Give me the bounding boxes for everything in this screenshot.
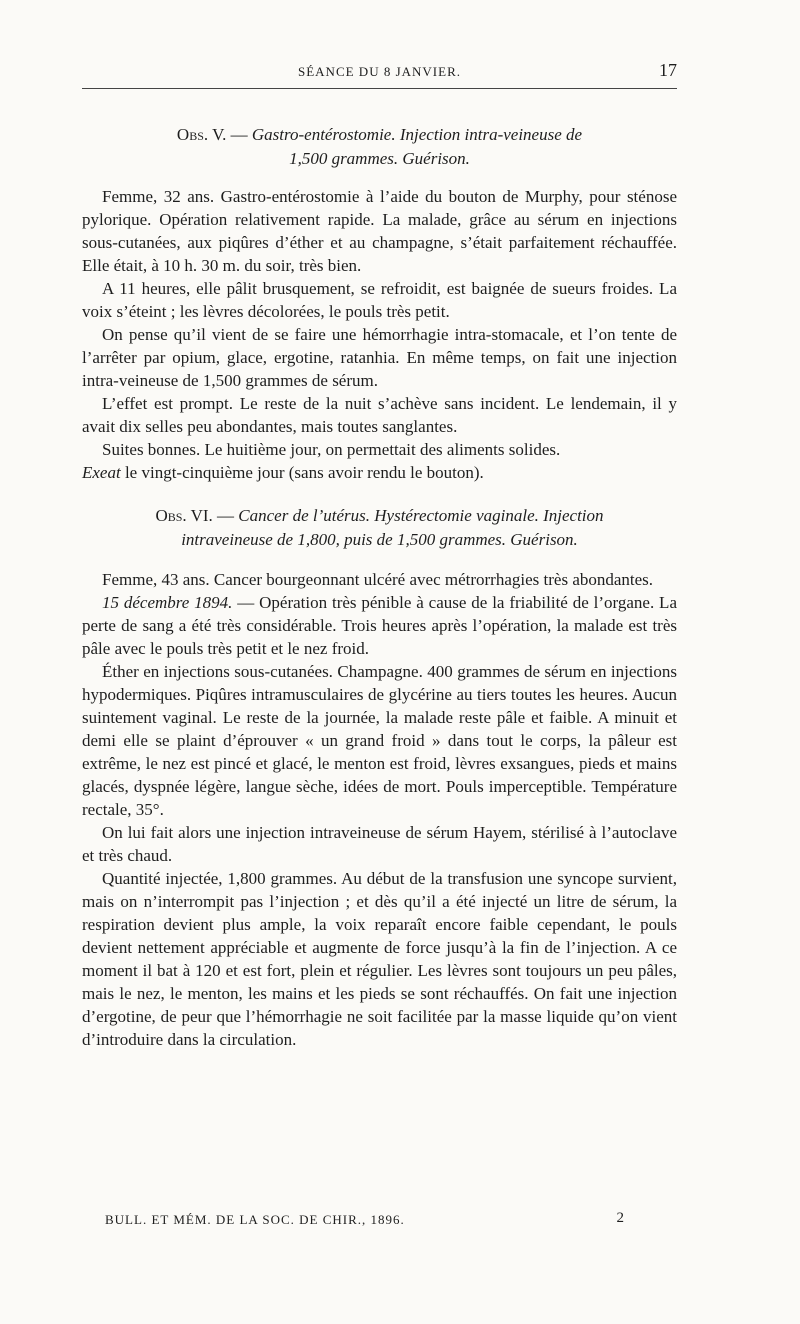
obs5-paragraph-6 xyxy=(82,461,677,484)
page-number: 17 xyxy=(659,60,677,80)
footer-text: BULL. ET MÉM. DE LA SOC. DE CHIR., 1896. xyxy=(105,1212,405,1227)
obs5-body xyxy=(82,185,677,484)
obs6-body xyxy=(82,568,677,1051)
obs6-title-line2: intraveineuse de 1,800, puis de 1,500 grammes. Guérison. xyxy=(181,530,578,549)
obs5-heading xyxy=(82,123,677,171)
obs6-paragraph-1: Femme, 43 ans. Cancer bourgeonnant ulcéré avec métrorrhagies très abondantes. xyxy=(102,570,654,589)
obs6-paragraph-3: Éther en injections sous-cutanées. Champagne. 400 grammes de sérum en injections hypodermiques. Piqûres intramusculaires de glycérine au tiers toutes les heures. Aucun suintement vaginal. Le reste de la journée, la malade reste pâle et faible. A minuit et demi elle se plaint d’éprouver « un grand froid » dans tout le corps, la pâleur est extrême, le nez est pincé et glacé, le menton est froid, lèvres exsangues, pieds et mains glacés, dyspnée légère, langue sèche, idées de mort. Pouls imperceptible. Température rectale, 35°. xyxy=(82,662,677,819)
header-title: SÉANCE DU 8 JANVIER. xyxy=(298,64,461,79)
obs5-title: Gastro-entérostomie. Injection intra-veineuse de xyxy=(251,125,583,144)
obs6-lead: Obs. VI. — xyxy=(155,506,235,525)
obs6-paragraph-5: Quantité injectée, 1,800 grammes. Au début de la transfusion une syncope survient, mais on n’interrompit pas l’injection ; et dès qu’il a été injecté un litre de sérum, la respiration devient plus ample, la voix reparaît encore faible cependant, le pouls devient nettement appréciable et augmente de force jusqu’à la fin de l’injection. A ce moment il bat à 120 et est fort, plein et régulier. Les lèvres sont toujours un peu pâles, mais le nez, le menton, les mains et les pieds se sont réchauffés. On fait une injection d’ergotine, de peur que l’hémorrhagie ne soit facilitée par la masse liquide qu’on vient d’introduire dans la circulation. xyxy=(82,869,677,1049)
obs5-paragraph-3: On pense qu’il vient de se faire une hémorrhagie intra-stomacale, et l’on tente de l’arrêter par opium, glace, ergotine, ratanhia. En même temps, on fait une injection intra-veineuse de 1,500 grammes de sérum. xyxy=(82,325,677,390)
page-footer xyxy=(105,1212,625,1228)
obs5-paragraph-4: L’effet est prompt. Le reste de la nuit s’achève sans incident. Le lendemain, il y avait dix selles peu abondantes, mais toutes sanglantes. xyxy=(82,394,677,436)
obs5-paragraph-2: A 11 heures, elle pâlit brusquement, se refroidit, est baignée de sueurs froides. La voix s’éteint ; les lèvres décolorées, le pouls très petit. xyxy=(82,279,677,321)
obs6-heading xyxy=(82,504,677,552)
obs6-paragraph-2-rest: — Opération très pénible à cause de la friabilité de l’organe. La perte de sang a été très considérable. Trois heures après l’opération, la malade est très pâle avec le pouls très petit et le nez froid. xyxy=(82,593,677,658)
signature-mark: 2 xyxy=(616,1210,625,1226)
obs6-paragraph-2 xyxy=(82,591,677,660)
obs5-paragraph-1: Femme, 32 ans. Gastro-entérostomie à l’aide du bouton de Murphy, pour sténose pylorique. Opération relativement rapide. La malade, grâce au sérum en injections sous-cutanées, aux piqûres d’éther et au champagne, s’était parfaitement réchauffée. Elle était, à 10 h. 30 m. du soir, très bien. xyxy=(82,187,677,275)
obs6-date: 15 décembre 1894. xyxy=(102,593,233,612)
page xyxy=(82,58,677,1051)
obs5-paragraph-5: Suites bonnes. Le huitième jour, on permettait des aliments solides. xyxy=(102,440,561,459)
obs5-lead: Obs. V. — xyxy=(176,125,248,144)
exeat-word: Exeat xyxy=(82,463,121,482)
obs6-paragraph-4: On lui fait alors une injection intraveineuse de sérum Hayem, stérilisé à l’autoclave et très chaud. xyxy=(82,823,677,865)
obs5-title-line2: 1,500 grammes. Guérison. xyxy=(289,149,470,168)
obs6-title: Cancer de l’utérus. Hystérectomie vaginale. Injection xyxy=(238,506,604,525)
running-header xyxy=(82,58,677,89)
obs5-paragraph-6-rest: le vingt-cinquième jour (sans avoir rendu le bouton). xyxy=(120,463,484,482)
